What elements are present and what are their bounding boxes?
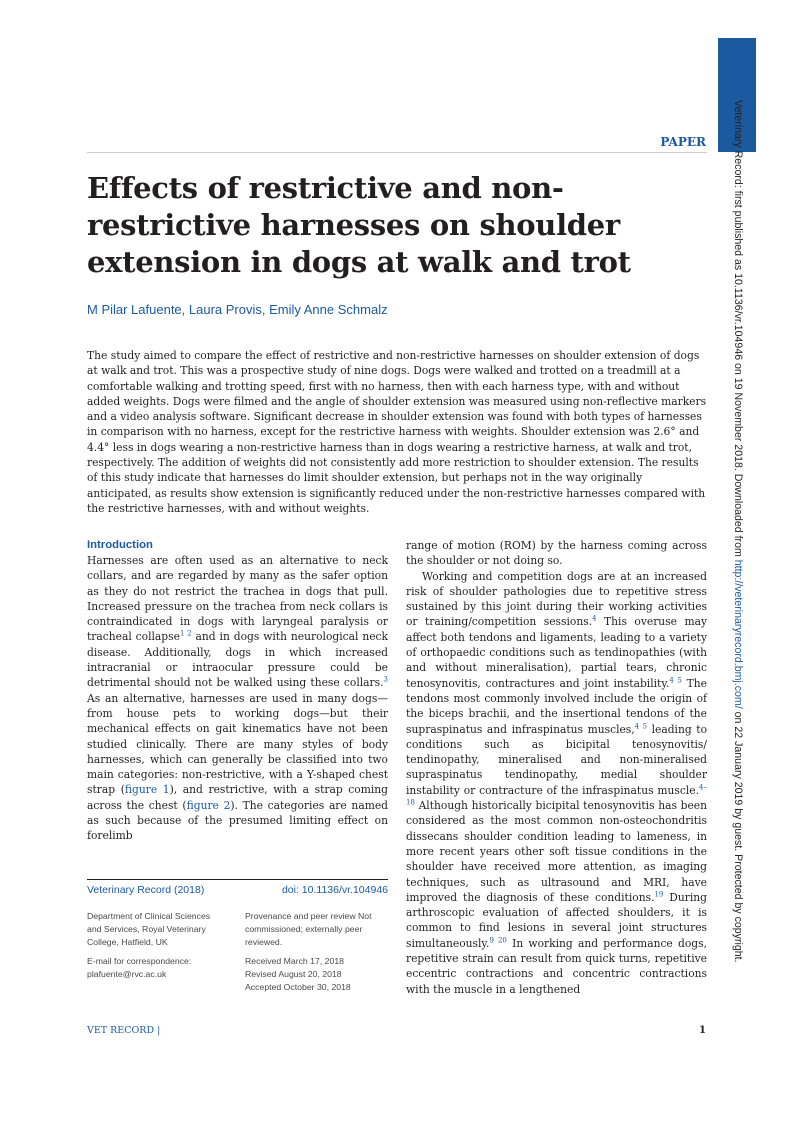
doi-link[interactable]: doi: 10.1136/vr.104946 (281, 884, 388, 896)
text-run: Although historically bicipital tenosynovitis has been considered as the most common non-osteochondritis dissecans shoulder condition leading to lameness, in more recent years other soft tissue conditions in the shoulder have received more attention, as imaging techniques, such as ultrasound and MRI, have improved the diagnosis of these conditions. (406, 799, 707, 904)
abstract: The study aimed to compare the effect of restrictive and non-restrictive harnesses on shoulder extension of dogs at walk and trot. This was a prospective study of nine dogs. Dogs were walked and trotted on a treadmill at a comfortable walking and trotting speed, first with no harness, then with each harness type, with and without added weights. Dogs were filmed and the angle of shoulder extension was measured using non-reflective markers and a video analysis software. Significant decrease in shoulder extension was found with both types of harnesses in comparison with no harness, except for the restrictive harness with weights. Shoulder extension was 2.6° and 4.4° less in dogs wearing a non-restrictive harness than in dogs wearing a restrictive harness, at walk and trot, respectively. The addition of weights did not consistently add more restriction to shoulder extension. The results of this study indicate that harnesses do limit shoulder extension, but perhaps not in the way originally anticipated, as results show extension is significantly reduced under the non-restrictive harnesses compared with the restrictive harnesses, with and without weights. (87, 349, 707, 515)
download-banner (730, 100, 745, 995)
text-run: ), and restrictive, with a strap coming across the chest ( (87, 783, 389, 812)
text-run: leading to conditions such as bicipital tenosynovitis/ tendinopathy, mineralised and non-mineralised supraspinatus tendinopathy, medial shoulder instability or contracture of the infraspinatus muscle. (406, 722, 707, 797)
author-info (87, 910, 227, 987)
text-run: ). The categories are named as such because of the presumed limiting effect on forelimb (87, 798, 388, 843)
author-list[interactable]: M Pilar Lafuente, Laura Provis, Emily Anne Schmalz (87, 302, 388, 317)
paragraph (87, 553, 388, 844)
header-divider (87, 152, 707, 153)
text-run: Working and competition dogs are at an increased risk of shoulder pathologies due to repetitive stress sustained by this joint during their working activities or training/competition sessions. (406, 569, 707, 629)
correspondence-email[interactable]: E-mail for correspondence: plafuente@rvc.ac.uk (87, 956, 192, 979)
citation-link[interactable]: 9 20 (489, 936, 507, 945)
footer-journal: VET RECORD | (87, 1025, 161, 1036)
citation-link[interactable]: 4–18 (406, 783, 707, 807)
info-divider (87, 879, 388, 880)
section-heading-introduction: Introduction (87, 539, 153, 551)
paragraph (406, 569, 707, 997)
page-number: 1 (699, 1025, 706, 1036)
download-banner-prefix: Veterinary Record: first published as 10.1136/vr.104946 on 19 November 2018. Downloaded from (732, 100, 744, 560)
journal-url-link[interactable]: http://veterinaryrecord.bmj.com/ (732, 559, 744, 709)
text-run: and in dogs with neurological neck disease. Additionally, dogs in which increased intracranial or intraocular pressure could be detrimental should not be walked using these collars. (87, 630, 388, 690)
article-title: Effects of restrictive and non-restrictive harnesses on shoulder extension in dogs at walk and trot (87, 171, 631, 279)
article-type-label: PAPER (660, 135, 706, 149)
provenance-note: Provenance and peer review Not commissioned; externally peer reviewed. (245, 911, 372, 947)
body-column-left (87, 538, 388, 844)
citation-link[interactable]: 3 (383, 675, 388, 684)
affiliation: Department of Clinical Sciences and Services, Royal Veterinary College, Hatfield, UK (87, 911, 211, 947)
citation-link[interactable]: 4 5 (634, 722, 648, 730)
paragraph: range of motion (ROM) by the harness coming across the shoulder or not doing so. (406, 539, 707, 568)
body-column-right (406, 538, 707, 997)
citation-link[interactable]: 4 (592, 614, 597, 623)
article-history (245, 910, 385, 994)
text-run: Harnesses are often used as an alternative to neck collars, and are regarded by many as the safer option as they do not restrict the trachea in dogs that pull. Increased pressure on the trachea from neck collars is contraindicated in dogs with laryngeal paralysis or tracheal collapse (87, 554, 388, 644)
received-date: Received March 17, 2018 (245, 956, 344, 966)
text-run: During arthroscopic evaluation of affected shoulders, it is common to find lesions in several joint structures simultaneously. (406, 890, 707, 950)
citation-link[interactable]: 1 2 (179, 629, 192, 638)
journal-name: Veterinary Record (2018) (87, 884, 205, 896)
figure-2-link[interactable]: figure 2 (186, 798, 231, 812)
revised-date: Revised August 20, 2018 (245, 969, 342, 979)
figure-1-link[interactable]: figure 1 (124, 783, 170, 797)
accepted-date: Accepted October 30, 2018 (245, 982, 351, 992)
citation-link[interactable]: 4 5 (669, 676, 682, 685)
text-run: The tendons most commonly involved include the origin of the biceps brachii, and the insertional tendons of the supraspinatus and infraspinatus muscles, (406, 676, 707, 736)
text-run: In working and performance dogs, repetitive strain can result from quick turns, repetitive eccentric contractions and concentric contractions with the muscle in a lengthened (406, 936, 707, 996)
text-run: This overuse may affect both tendons and ligaments, leading to a variety of orthopaedic conditions such as tendinopathies (with and without mineralisation), partial tears, chronic tenosynovitis, contractures and joint instability. (406, 615, 707, 690)
journal-citation (87, 884, 388, 896)
text-run: As an alternative, harnesses are used in many dogs—from house pets to working dogs—but their mechanical effects on gait kinematics have not been studied clinically. There are many styles of body harnesses, which can generally be classified into two main categories: non-restrictive, with a Y-shaped chest strap ( (87, 691, 388, 797)
citation-link[interactable]: 19 (654, 890, 664, 899)
download-banner-suffix: on 22 January 2019 by guest. Protected by copyright. (732, 708, 744, 963)
